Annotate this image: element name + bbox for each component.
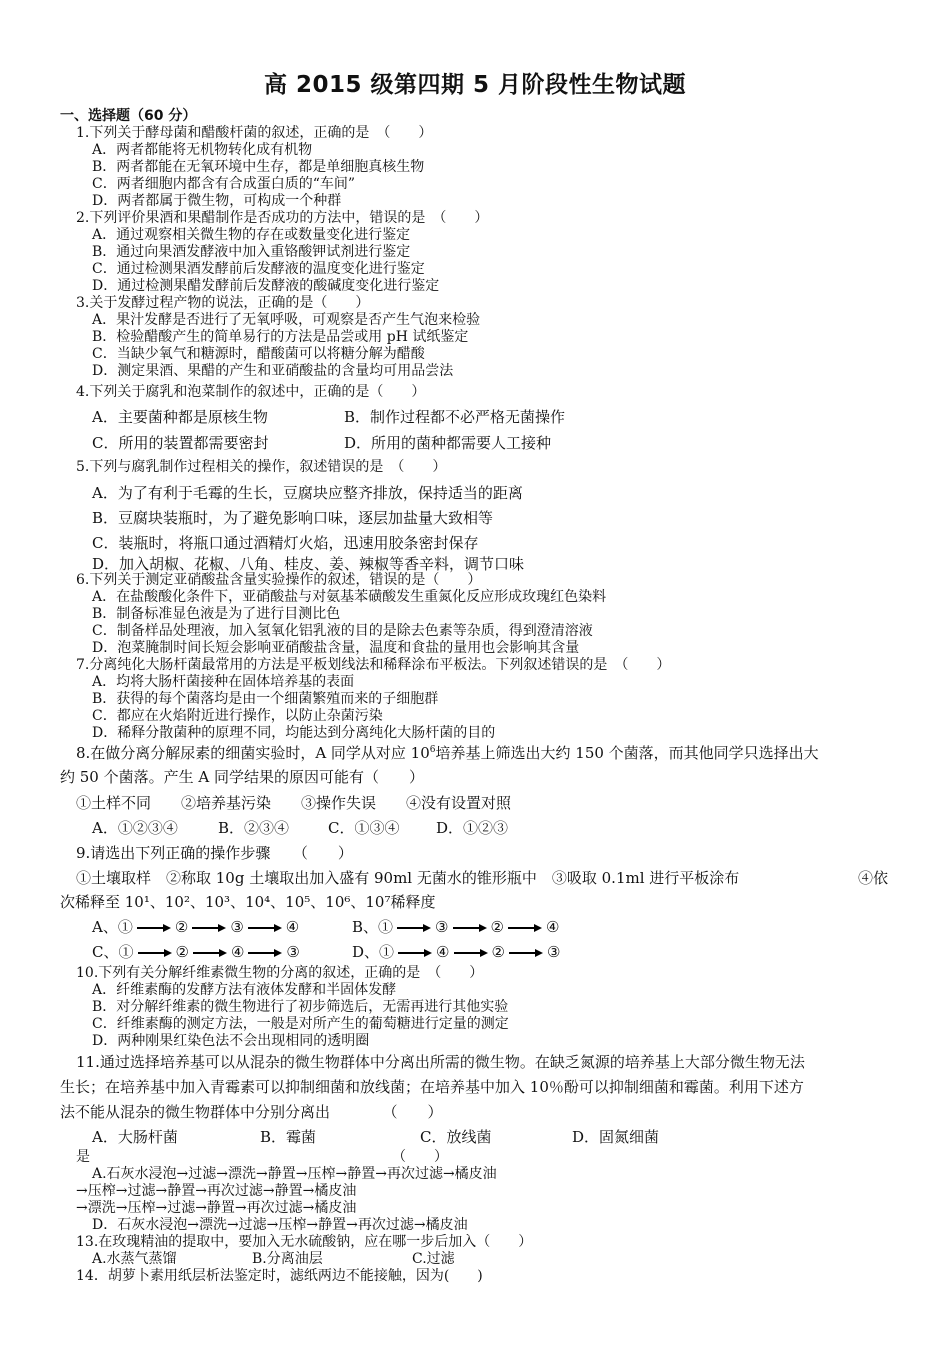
question-12-stem: 是 xyxy=(76,1149,90,1165)
question-8-items: ①土样不同 ②培养基污染 ③操作失误 ④没有设置对照 xyxy=(76,794,512,812)
question-11-option-b: B．霉菌 xyxy=(260,1128,317,1146)
question-11-option-a: A．大肠杆菌 xyxy=(92,1128,178,1146)
question-1-option-b: B．两者都能在无氧环境中生存，都是单细胞真核生物 xyxy=(92,159,425,175)
question-4-option-b: B．制作过程都不必严格无菌操作 xyxy=(344,408,566,426)
arrow-icon xyxy=(138,944,172,963)
question-3-option-a: A．果汁发酵是否进行了无氧呼吸，可观察是否产生气泡来检验 xyxy=(92,312,481,328)
question-1-stem: 1.下列关于酵母菌和醋酸杆菌的叙述，正确的是 （ ） xyxy=(76,125,433,141)
question-5-option-c: C．装瓶时，将瓶口通过酒精灯火焰，迅速用胶条密封保存 xyxy=(92,534,479,552)
question-1-option-c: C．两者细胞内都含有合成蛋白质的“车间” xyxy=(92,176,356,192)
question-13-option-a: A.水蒸气蒸馏 xyxy=(92,1251,177,1267)
question-3-option-c: C．当缺少氧气和糖源时，醋酸菌可以将糖分解为醋酸 xyxy=(92,346,425,362)
question-7-option-c: C．都应在火焰附近进行操作，以防止杂菌污染 xyxy=(92,708,383,724)
page-title: 高 2015 级第四期 5 月阶段性生物试题 xyxy=(263,72,687,98)
question-11-stem-line-3: 法不能从混杂的微生物群体中分别分离出 （ ） xyxy=(60,1103,443,1121)
section-heading: 一、选择题（60 分） xyxy=(60,108,197,124)
question-6-stem: 6.下列关于测定亚硝酸盐含量实验操作的叙述，错误的是（ ） xyxy=(76,572,482,588)
question-14-stem: 14．胡萝卜素用纸层析法鉴定时，滤纸两边不能接触，因为( ) xyxy=(76,1268,483,1284)
arrow-icon xyxy=(509,944,543,963)
question-13-option-b: B.分离油层 xyxy=(252,1251,323,1267)
question-9-steps-end: ④依 xyxy=(858,869,889,887)
question-11-option-c: C．放线菌 xyxy=(420,1128,492,1146)
question-4-option-a: A．主要菌种都是原核生物 xyxy=(92,408,268,426)
question-7-option-a: A．均将大肠杆菌接种在固体培养基的表面 xyxy=(92,674,355,690)
question-4-option-c: C．所用的装置都需要密封 xyxy=(92,434,269,452)
question-10-option-a: A．纤维素酶的发酵方法有液体发酵和半固体发酵 xyxy=(92,982,397,998)
arrow-icon xyxy=(397,919,431,938)
question-3-stem: 3.关于发酵过程产物的说法，正确的是（ ） xyxy=(76,295,370,311)
question-11-stem-line-2: 生长；在培养基中加入青霉素可以抑制细菌和放线菌；在培养基中加入 10％酚可以抑制细菌和霉菌。利用下述方 xyxy=(60,1078,804,1096)
arrow-icon xyxy=(454,944,488,963)
arrow-icon xyxy=(453,919,487,938)
question-7-stem: 7.分离纯化大肠杆菌最常用的方法是平板划线法和稀释涂布平板法。下列叙述错误的是 （ ） xyxy=(76,657,671,673)
question-10-option-c: C．纤维素酶的测定方法，一般是对所产生的葡萄糖进行定量的测定 xyxy=(92,1016,509,1032)
question-2-option-a: A．通过观察相关微生物的存在或数量变化进行鉴定 xyxy=(92,227,411,243)
arrow-icon xyxy=(508,919,542,938)
question-10-stem: 10.下列有关分解纤维素微生物的分离的叙述，正确的是 （ ） xyxy=(76,965,484,981)
question-8-stem-continued: 约 50 个菌落。产生 A 同学结果的原因可能有（ ） xyxy=(60,768,424,786)
question-8-option-b: B．②③④ xyxy=(218,819,290,837)
question-7-option-d: D．稀释分散菌种的原理不同，均能达到分离纯化大肠杆菌的目的 xyxy=(92,725,496,741)
arrow-icon xyxy=(248,944,282,963)
question-9-steps-continued: 次稀释至 10¹、10²、10³、10⁴、10⁵、10⁶、10⁷稀释度 xyxy=(60,893,436,911)
question-9-option-d: D、① ④ ② ③ xyxy=(352,943,561,961)
question-5-option-d: D．加入胡椒、花椒、八角、桂皮、姜、辣椒等香辛料，调节口味 xyxy=(92,555,525,573)
question-12-option-a: A.石灰水浸泡→过滤→漂洗→静置→压榨→静置→再次过滤→橘皮油 xyxy=(92,1166,497,1182)
question-11-stem: 11.通过选择培养基可以从混杂的微生物群体中分离出所需的微生物。在缺乏氮源的培养基上大部分微生物无法 xyxy=(76,1053,805,1071)
question-9-option-a: A、① ② ③ ④ xyxy=(92,918,300,936)
question-6-option-d: D．泡菜腌制时间长短会影响亚硝酸盐含量，温度和食盐的量用也会影响其含量 xyxy=(92,640,580,656)
question-5-option-a: A．为了有利于毛霉的生长，豆腐块应整齐排放，保持适当的距离 xyxy=(92,484,523,502)
arrow-icon xyxy=(193,944,227,963)
arrow-icon xyxy=(248,919,282,938)
question-3-option-b: B．检验醋酸产生的简单易行的方法是品尝或用 pH 试纸鉴定 xyxy=(92,329,469,345)
question-4-stem: 4.下列关于腐乳和泡菜制作的叙述中，正确的是（ ） xyxy=(76,384,426,400)
question-8-option-c: C．①③④ xyxy=(328,819,400,837)
question-10-option-d: D．两种刚果红染色法不会出现相同的透明圈 xyxy=(92,1033,370,1049)
question-2-option-b: B．通过向果酒发酵液中加入重铬酸钾试剂进行鉴定 xyxy=(92,244,411,260)
question-9-stem: 9.请选出下列正确的操作步骤 （ ） xyxy=(76,844,353,862)
question-12-answer-paren: （ ） xyxy=(392,1149,448,1165)
question-6-option-c: C．制备样品处理液，加入氢氧化铝乳液的目的是除去色素等杂质，得到澄清溶液 xyxy=(92,623,593,639)
question-8-option-a: A．①②③④ xyxy=(92,819,178,837)
question-3-option-d: D．测定果酒、果醋的产生和亚硝酸盐的含量均可用品尝法 xyxy=(92,363,454,379)
question-13-stem: 13.在玫瑰精油的提取中，要加入无水硫酸钠，应在哪一步后加入（ ） xyxy=(76,1234,533,1250)
question-13-option-c: C.过滤 xyxy=(412,1251,455,1267)
question-2-option-c: C．通过检测果酒发酵前后发酵液的温度变化进行鉴定 xyxy=(92,261,425,277)
question-12-option-b: →压榨→过滤→静置→再次过滤→静置→橘皮油 xyxy=(76,1183,357,1199)
arrow-icon xyxy=(192,919,226,938)
arrow-icon xyxy=(137,919,171,938)
question-12-option-c: →漂洗→压榨→过滤→静置→再次过滤→橘皮油 xyxy=(76,1200,357,1216)
question-9-steps: ①土壤取样 ②称取 10g 土壤取出加入盛有 90ml 无菌水的锥形瓶中 ③吸取 0.1ml 进行平板涂布 xyxy=(76,869,740,887)
question-10-option-b: B．对分解纤维素的微生物进行了初步筛选后，无需再进行其他实验 xyxy=(92,999,509,1015)
arrow-icon xyxy=(398,944,432,963)
question-9-option-c: C、① ② ④ ③ xyxy=(92,943,300,961)
question-12-option-d: D．石灰水浸泡→漂洗→过滤→压榨→静置→再次过滤→橘皮油 xyxy=(92,1217,468,1233)
question-6-option-b: B．制备标准显色液是为了进行目测比色 xyxy=(92,606,341,622)
question-2-option-d: D．通过检测果醋发酵前后发酵液的酸碱度变化进行鉴定 xyxy=(92,278,440,294)
question-7-option-b: B．获得的每个菌落均是由一个细菌繁殖而来的子细胞群 xyxy=(92,691,439,707)
question-4-option-d: D．所用的菌种都需要人工接种 xyxy=(344,434,552,452)
question-9-option-b: B、① ③ ② ④ xyxy=(352,918,560,936)
question-5-option-b: B．豆腐块装瓶时，为了避免影响口味，逐层加盐量大致相等 xyxy=(92,509,494,527)
question-1-option-d: D．两者都属于微生物，可构成一个种群 xyxy=(92,193,342,209)
question-2-stem: 2.下列评价果酒和果醋制作是否成功的方法中，错误的是 （ ） xyxy=(76,210,489,226)
question-5-stem: 5.下列与腐乳制作过程相关的操作，叙述错误的是 （ ） xyxy=(76,459,447,475)
question-8-stem: 8.在做分离分解尿素的细菌实验时，A 同学从对应 $10^6$培养基上筛选出大约 150 个菌落，而其他同学只选择出大 xyxy=(76,744,819,762)
question-6-option-a: A．在盐酸酸化条件下，亚硝酸盐与对氨基苯磺酸发生重氮化反应形成玫瑰红色染料 xyxy=(92,589,607,605)
question-1-option-a: A．两者都能将无机物转化成有机物 xyxy=(92,142,313,158)
question-8-option-d: D．①②③ xyxy=(436,819,509,837)
question-11-option-d: D．固氮细菌 xyxy=(572,1128,660,1146)
